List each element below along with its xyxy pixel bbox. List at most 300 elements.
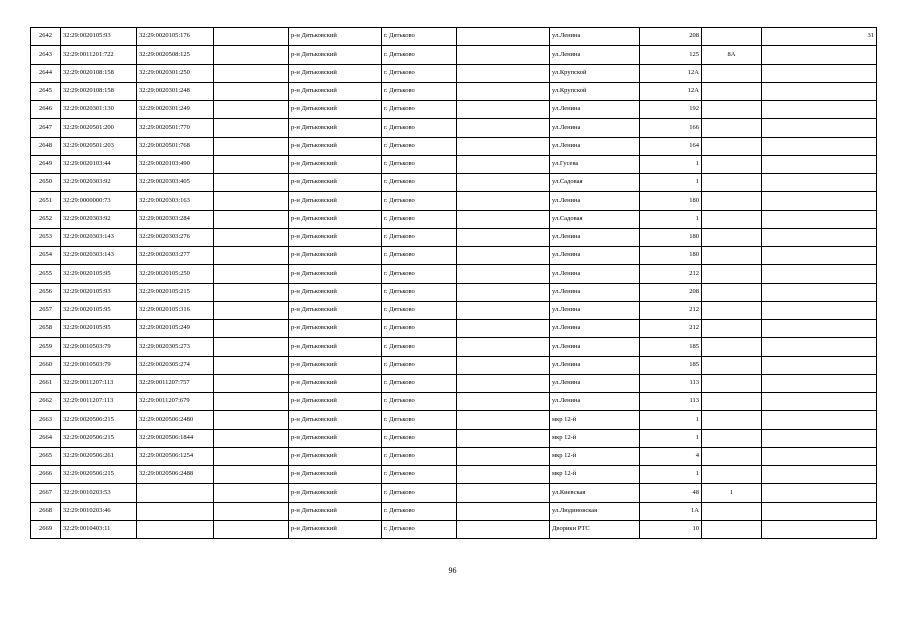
cell-apartment <box>762 429 877 447</box>
cell-cadastral-number: 32:29:0010503:79 <box>61 338 137 356</box>
cell-apartment <box>762 447 877 465</box>
cell-street: ул.Ленина <box>550 101 640 119</box>
cell-cadastral-number: 32:29:0020501:200 <box>61 119 137 137</box>
cell-building <box>702 137 762 155</box>
cell-apartment <box>762 247 877 265</box>
table-row <box>31 28 877 46</box>
cell-empty <box>214 192 289 210</box>
table-row <box>31 155 877 173</box>
table-row <box>31 174 877 192</box>
cell-building <box>702 155 762 173</box>
cell-apartment <box>762 119 877 137</box>
cell-house-number: 125 <box>640 46 702 64</box>
cell-empty <box>214 356 289 374</box>
cell-cadastral-number: 32:29:0010503:79 <box>61 356 137 374</box>
cell-street: ул.Киевская <box>550 484 640 502</box>
cell-empty <box>214 393 289 411</box>
cell-town: г. Дятьково <box>382 192 457 210</box>
cell-town: г. Дятьково <box>382 119 457 137</box>
cell-building <box>702 320 762 338</box>
cell-row-number: 2664 <box>31 429 61 447</box>
cell-house-number: 180 <box>640 247 702 265</box>
cell-row-number: 2655 <box>31 265 61 283</box>
table-row <box>31 502 877 520</box>
cell-row-number: 2642 <box>31 28 61 46</box>
cell-street: ул.Ленина <box>550 356 640 374</box>
cell-street: ул.Садовая <box>550 210 640 228</box>
cell-cadastral-number-object <box>137 502 214 520</box>
cell-row-number: 2657 <box>31 301 61 319</box>
cell-region: р-н Дятьковский <box>289 46 382 64</box>
table-row <box>31 374 877 392</box>
cell-apartment <box>762 520 877 538</box>
cell-cadastral-number: 32:29:0020105:95 <box>61 265 137 283</box>
cell-building <box>702 28 762 46</box>
cell-building <box>702 119 762 137</box>
cell-row-number: 2644 <box>31 64 61 82</box>
cell-apartment <box>762 155 877 173</box>
cell-cadastral-number: 32:29:0020506:215 <box>61 429 137 447</box>
cell-empty <box>214 301 289 319</box>
cell-apartment <box>762 356 877 374</box>
cell-empty <box>214 137 289 155</box>
cell-cadastral-number-object: 32:29:0020501:768 <box>137 137 214 155</box>
cell-town: г. Дятьково <box>382 228 457 246</box>
cell-street: мкр 12-й <box>550 447 640 465</box>
cell-building <box>702 265 762 283</box>
cell-cadastral-number-object <box>137 484 214 502</box>
cell-region: р-н Дятьковский <box>289 64 382 82</box>
cell-street: ул.Крупской <box>550 64 640 82</box>
cell-row-number: 2656 <box>31 283 61 301</box>
table-row <box>31 301 877 319</box>
cell-cadastral-number: 32:29:0020506:215 <box>61 466 137 484</box>
cell-region: р-н Дятьковский <box>289 247 382 265</box>
cell-street: ул.Ленина <box>550 265 640 283</box>
cell-cadastral-number: 32:29:0010203:46 <box>61 502 137 520</box>
cell-region: р-н Дятьковский <box>289 28 382 46</box>
cell-empty <box>457 520 550 538</box>
table-row <box>31 429 877 447</box>
cell-cadastral-number-object: 32:29:0020105:215 <box>137 283 214 301</box>
cell-empty <box>214 374 289 392</box>
table-row <box>31 338 877 356</box>
cell-street: ул.Ленина <box>550 301 640 319</box>
cell-cadastral-number: 32:29:0020105:93 <box>61 28 137 46</box>
cell-town: г. Дятьково <box>382 101 457 119</box>
cell-empty <box>214 155 289 173</box>
cell-row-number: 2652 <box>31 210 61 228</box>
cell-empty <box>457 411 550 429</box>
cell-empty <box>457 119 550 137</box>
cell-cadastral-number: 32:29:0011201:722 <box>61 46 137 64</box>
cell-cadastral-number-object: 32:29:0020508:125 <box>137 46 214 64</box>
cell-cadastral-number-object: 32:29:0020506:1254 <box>137 447 214 465</box>
cell-empty <box>214 174 289 192</box>
cell-house-number: 166 <box>640 119 702 137</box>
cell-cadastral-number: 32:29:0011207:113 <box>61 374 137 392</box>
cell-region: р-н Дятьковский <box>289 192 382 210</box>
cell-house-number: 185 <box>640 338 702 356</box>
table-row <box>31 228 877 246</box>
cell-row-number: 2665 <box>31 447 61 465</box>
cell-region: р-н Дятьковский <box>289 82 382 100</box>
cell-empty <box>457 265 550 283</box>
cell-row-number: 2659 <box>31 338 61 356</box>
cell-row-number: 2654 <box>31 247 61 265</box>
cell-street: ул.Ленина <box>550 28 640 46</box>
cell-region: р-н Дятьковский <box>289 174 382 192</box>
cell-apartment <box>762 338 877 356</box>
cell-street: ул.Ленина <box>550 46 640 64</box>
cell-empty <box>214 484 289 502</box>
cell-cadastral-number-object: 32:29:0020305:273 <box>137 338 214 356</box>
cell-building <box>702 210 762 228</box>
table-row <box>31 82 877 100</box>
cell-empty <box>457 484 550 502</box>
cell-empty <box>457 247 550 265</box>
cell-house-number: 1 <box>640 210 702 228</box>
cell-town: г. Дятьково <box>382 82 457 100</box>
cell-street: ул.Ленина <box>550 374 640 392</box>
register-table <box>30 27 877 539</box>
table-body <box>31 28 877 539</box>
cell-row-number: 2662 <box>31 393 61 411</box>
cell-town: г. Дятьково <box>382 393 457 411</box>
cell-row-number: 2669 <box>31 520 61 538</box>
cell-cadastral-number: 32:29:0020501:203 <box>61 137 137 155</box>
table-row <box>31 64 877 82</box>
table-row <box>31 247 877 265</box>
cell-cadastral-number-object: 32:29:0020103:490 <box>137 155 214 173</box>
cell-cadastral-number-object <box>137 520 214 538</box>
cell-street: ул.Крупской <box>550 82 640 100</box>
cell-cadastral-number-object: 32:29:0020303:405 <box>137 174 214 192</box>
cell-empty <box>214 101 289 119</box>
cell-town: г. Дятьково <box>382 46 457 64</box>
cell-cadastral-number: 32:29:0011207:113 <box>61 393 137 411</box>
cell-empty <box>457 155 550 173</box>
cell-street: ул.Ленина <box>550 320 640 338</box>
cell-empty <box>457 192 550 210</box>
cell-apartment <box>762 411 877 429</box>
cell-town: г. Дятьково <box>382 447 457 465</box>
cell-empty <box>457 374 550 392</box>
cell-apartment <box>762 265 877 283</box>
cell-cadastral-number-object: 32:29:0020301:250 <box>137 64 214 82</box>
table-row <box>31 466 877 484</box>
cell-house-number: 1 <box>640 429 702 447</box>
cell-house-number: 212 <box>640 301 702 319</box>
cell-town: г. Дятьково <box>382 338 457 356</box>
cell-cadastral-number: 32:29:0020301:130 <box>61 101 137 119</box>
cell-building <box>702 393 762 411</box>
cell-house-number: 113 <box>640 374 702 392</box>
cell-row-number: 2667 <box>31 484 61 502</box>
cell-empty <box>457 46 550 64</box>
cell-empty <box>214 46 289 64</box>
cell-cadastral-number-object: 32:29:0020105:250 <box>137 265 214 283</box>
cell-apartment <box>762 393 877 411</box>
cell-empty <box>214 210 289 228</box>
cell-cadastral-number: 32:29:0020103:44 <box>61 155 137 173</box>
cell-street: ул.Ленина <box>550 119 640 137</box>
cell-cadastral-number: 32:29:0020303:92 <box>61 174 137 192</box>
cell-region: р-н Дятьковский <box>289 228 382 246</box>
cell-empty <box>214 520 289 538</box>
cell-empty <box>214 228 289 246</box>
cell-apartment: 31 <box>762 28 877 46</box>
cell-cadastral-number-object: 32:29:0020506:2480 <box>137 411 214 429</box>
cell-apartment <box>762 320 877 338</box>
table-row <box>31 283 877 301</box>
cell-house-number: 208 <box>640 28 702 46</box>
cell-region: р-н Дятьковский <box>289 338 382 356</box>
cell-row-number: 2643 <box>31 46 61 64</box>
cell-building <box>702 502 762 520</box>
cell-house-number: 113 <box>640 393 702 411</box>
cell-apartment <box>762 484 877 502</box>
cell-town: г. Дятьково <box>382 374 457 392</box>
cell-apartment <box>762 82 877 100</box>
cell-house-number: 48 <box>640 484 702 502</box>
cell-building <box>702 192 762 210</box>
cell-empty <box>457 393 550 411</box>
table-row <box>31 411 877 429</box>
cell-empty <box>214 265 289 283</box>
cell-apartment <box>762 283 877 301</box>
cell-building <box>702 82 762 100</box>
cell-house-number: 192 <box>640 101 702 119</box>
cell-house-number: 1 <box>640 174 702 192</box>
cell-row-number: 2663 <box>31 411 61 429</box>
cell-street: ул.Людиновская <box>550 502 640 520</box>
cell-house-number: 180 <box>640 192 702 210</box>
cell-house-number: 185 <box>640 356 702 374</box>
cell-region: р-н Дятьковский <box>289 520 382 538</box>
cell-street: ул.Гусева <box>550 155 640 173</box>
cell-region: р-н Дятьковский <box>289 429 382 447</box>
table-row <box>31 520 877 538</box>
cell-building: 8А <box>702 46 762 64</box>
cell-apartment <box>762 192 877 210</box>
cell-house-number: 180 <box>640 228 702 246</box>
cell-region: р-н Дятьковский <box>289 484 382 502</box>
cell-cadastral-number: 32:29:0020303:143 <box>61 247 137 265</box>
cell-row-number: 2666 <box>31 466 61 484</box>
cell-empty <box>214 28 289 46</box>
cell-empty <box>457 429 550 447</box>
cell-town: г. Дятьково <box>382 28 457 46</box>
cell-empty <box>214 283 289 301</box>
cell-row-number: 2658 <box>31 320 61 338</box>
cell-apartment <box>762 64 877 82</box>
cell-cadastral-number-object: 32:29:0020305:274 <box>137 356 214 374</box>
cell-row-number: 2646 <box>31 101 61 119</box>
cell-empty <box>457 174 550 192</box>
cell-empty <box>457 101 550 119</box>
cell-empty <box>214 82 289 100</box>
cell-cadastral-number-object: 32:29:0020105:176 <box>137 28 214 46</box>
cell-town: г. Дятьково <box>382 411 457 429</box>
cell-empty <box>457 210 550 228</box>
cell-empty <box>457 356 550 374</box>
cell-building <box>702 247 762 265</box>
cell-building <box>702 429 762 447</box>
cell-street: ул.Ленина <box>550 137 640 155</box>
cell-street: ул.Садовая <box>550 174 640 192</box>
cell-building <box>702 301 762 319</box>
cell-cadastral-number-object: 32:29:0020105:316 <box>137 301 214 319</box>
cell-region: р-н Дятьковский <box>289 137 382 155</box>
cell-building <box>702 101 762 119</box>
cell-empty <box>214 119 289 137</box>
cell-house-number: 208 <box>640 283 702 301</box>
cell-empty <box>214 466 289 484</box>
cell-row-number: 2650 <box>31 174 61 192</box>
cell-region: р-н Дятьковский <box>289 265 382 283</box>
cell-region: р-н Дятьковский <box>289 283 382 301</box>
cell-building <box>702 374 762 392</box>
cell-cadastral-number-object: 32:29:0011207:679 <box>137 393 214 411</box>
table-row <box>31 484 877 502</box>
cell-empty <box>214 320 289 338</box>
cell-apartment <box>762 101 877 119</box>
cell-apartment <box>762 228 877 246</box>
cell-empty <box>457 82 550 100</box>
cell-building <box>702 174 762 192</box>
cell-building <box>702 228 762 246</box>
table-row <box>31 447 877 465</box>
cell-town: г. Дятьково <box>382 137 457 155</box>
cell-empty <box>214 247 289 265</box>
cell-building <box>702 356 762 374</box>
cell-row-number: 2651 <box>31 192 61 210</box>
cell-empty <box>214 338 289 356</box>
cell-cadastral-number: 32:29:0020108:158 <box>61 64 137 82</box>
cell-row-number: 2649 <box>31 155 61 173</box>
page-number: 96 <box>448 566 457 575</box>
cell-region: р-н Дятьковский <box>289 374 382 392</box>
cell-row-number: 2647 <box>31 119 61 137</box>
cell-empty <box>457 320 550 338</box>
cell-row-number: 2661 <box>31 374 61 392</box>
cell-house-number: 1 <box>640 411 702 429</box>
cell-empty <box>457 28 550 46</box>
cell-town: г. Дятьково <box>382 210 457 228</box>
cell-house-number: 212 <box>640 265 702 283</box>
cell-building <box>702 447 762 465</box>
cell-town: г. Дятьково <box>382 247 457 265</box>
cell-cadastral-number: 32:29:0020303:143 <box>61 228 137 246</box>
cell-town: г. Дятьково <box>382 429 457 447</box>
cell-street: Дворики РТС <box>550 520 640 538</box>
cell-house-number: 212 <box>640 320 702 338</box>
cell-apartment <box>762 174 877 192</box>
cell-town: г. Дятьково <box>382 283 457 301</box>
cell-street: мкр 12-й <box>550 411 640 429</box>
table-row <box>31 320 877 338</box>
table-row <box>31 46 877 64</box>
cell-region: р-н Дятьковский <box>289 210 382 228</box>
cell-town: г. Дятьково <box>382 174 457 192</box>
cell-region: р-н Дятьковский <box>289 393 382 411</box>
cell-empty <box>457 447 550 465</box>
cell-street: ул.Ленина <box>550 393 640 411</box>
cell-empty <box>457 466 550 484</box>
cell-empty <box>214 502 289 520</box>
cell-house-number: 164 <box>640 137 702 155</box>
cell-cadastral-number-object: 32:29:0020303:276 <box>137 228 214 246</box>
cell-street: ул.Ленина <box>550 283 640 301</box>
cell-street: ул.Ленина <box>550 228 640 246</box>
cell-region: р-н Дятьковский <box>289 301 382 319</box>
cell-empty <box>214 447 289 465</box>
cell-empty <box>457 338 550 356</box>
cell-house-number: 4 <box>640 447 702 465</box>
cell-region: р-н Дятьковский <box>289 502 382 520</box>
cell-apartment <box>762 466 877 484</box>
cell-cadastral-number-object: 32:29:0020303:277 <box>137 247 214 265</box>
cell-cadastral-number: 32:29:0020506:215 <box>61 411 137 429</box>
cell-empty <box>214 429 289 447</box>
cell-region: р-н Дятьковский <box>289 119 382 137</box>
cell-cadastral-number-object: 32:29:0020301:249 <box>137 101 214 119</box>
cell-cadastral-number: 32:29:0020105:95 <box>61 320 137 338</box>
cell-building <box>702 411 762 429</box>
cell-empty <box>214 411 289 429</box>
cell-building <box>702 64 762 82</box>
cell-town: г. Дятьково <box>382 320 457 338</box>
cell-cadastral-number: 32:29:0000000:73 <box>61 192 137 210</box>
cell-cadastral-number: 32:29:0020108:158 <box>61 82 137 100</box>
cell-empty <box>457 283 550 301</box>
table-row <box>31 137 877 155</box>
cell-street: ул.Ленина <box>550 338 640 356</box>
cell-house-number: 12А <box>640 64 702 82</box>
cell-apartment <box>762 210 877 228</box>
cell-empty <box>457 228 550 246</box>
cell-empty <box>457 64 550 82</box>
cell-building <box>702 466 762 484</box>
cell-cadastral-number-object: 32:29:0020301:248 <box>137 82 214 100</box>
cell-cadastral-number-object: 32:29:0020303:284 <box>137 210 214 228</box>
cell-empty <box>214 64 289 82</box>
cell-region: р-н Дятьковский <box>289 155 382 173</box>
cell-street: ул.Ленина <box>550 247 640 265</box>
cell-region: р-н Дятьковский <box>289 466 382 484</box>
cell-street: ул.Ленина <box>550 192 640 210</box>
cell-row-number: 2648 <box>31 137 61 155</box>
table-row <box>31 101 877 119</box>
cell-town: г. Дятьково <box>382 155 457 173</box>
cell-house-number: 1А <box>640 502 702 520</box>
cell-house-number: 10 <box>640 520 702 538</box>
cell-empty <box>457 137 550 155</box>
cell-apartment <box>762 46 877 64</box>
cell-town: г. Дятьково <box>382 520 457 538</box>
cell-apartment <box>762 502 877 520</box>
table-row <box>31 265 877 283</box>
cell-house-number: 1 <box>640 155 702 173</box>
table-row <box>31 356 877 374</box>
cell-region: р-н Дятьковский <box>289 101 382 119</box>
cell-region: р-н Дятьковский <box>289 356 382 374</box>
cell-building <box>702 338 762 356</box>
cell-cadastral-number: 32:29:0020303:92 <box>61 210 137 228</box>
cell-building: 1 <box>702 484 762 502</box>
cell-row-number: 2668 <box>31 502 61 520</box>
